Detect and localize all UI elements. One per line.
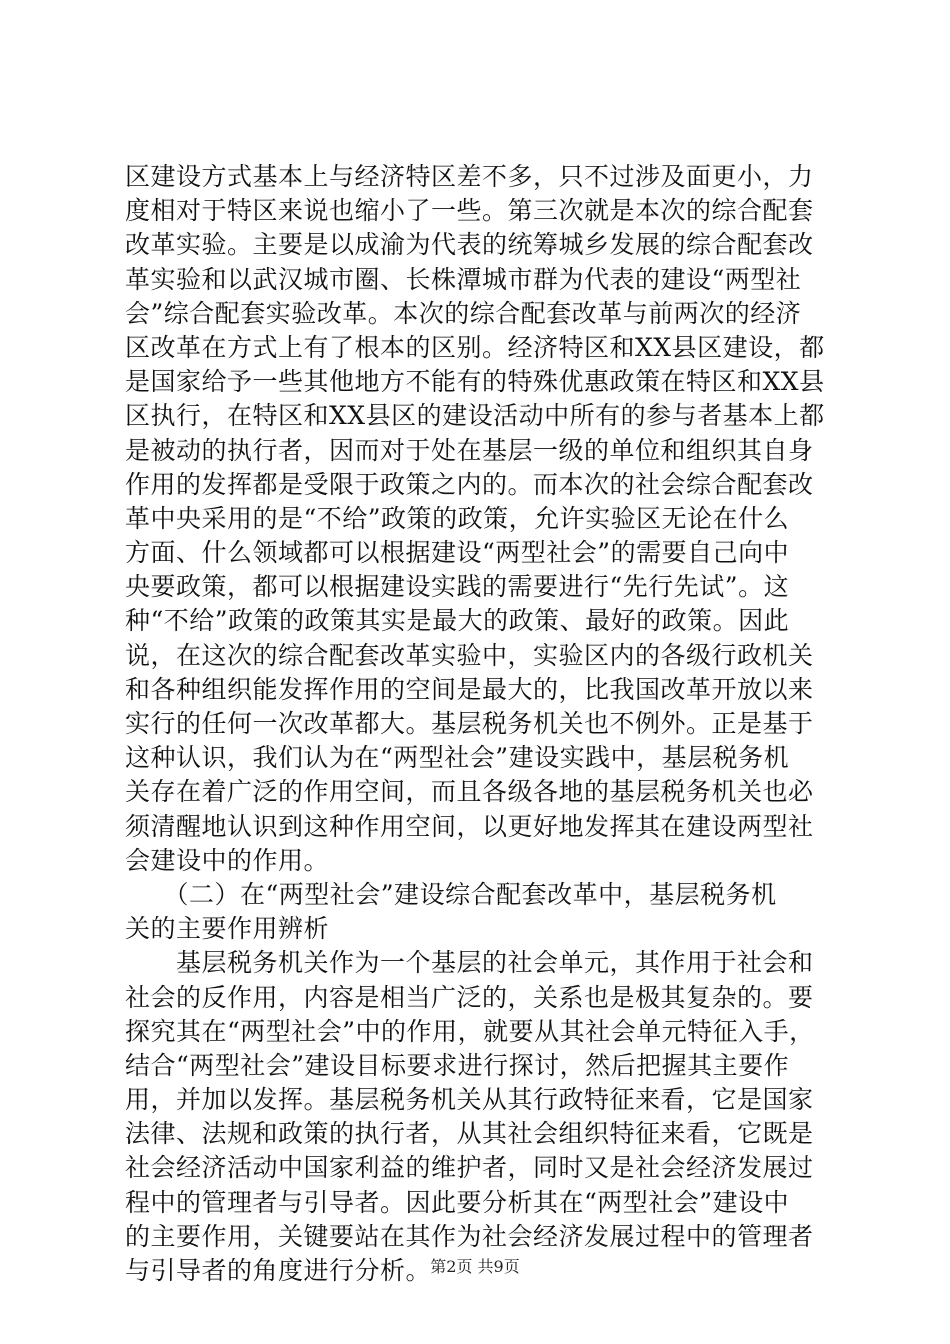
section-heading-line: 关的主要作用辨析 — [125, 914, 330, 944]
text-line: 与引导者的角度进行分析。 — [125, 1256, 432, 1285]
text-line: 用，并加以发挥。基层税务机关从其行政特征来看，它是国家 — [125, 1085, 814, 1115]
text-line: 基层税务机关作为一个基层的社会单元，其作用于社会和 — [125, 948, 814, 978]
page-number-footer: 第2页 共9页 — [430, 1257, 520, 1276]
text-line: 革中央采用的是“不给”政策的政策，允许实验区无论在什么 — [125, 503, 790, 533]
text-line: 法律、法规和政策的执行者，从其社会组织特征来看，它既是 — [125, 1119, 814, 1149]
text-line: 央要政策，都可以根据建设实践的需要进行“先行先试”。这 — [125, 572, 790, 602]
text-line: 探究其在“两型社会”中的作用，就要从其社会单元特征入手， — [125, 1016, 815, 1046]
text-line: 度相对于特区来说也缩小了一些。第三次就是本次的综合配套 — [125, 196, 814, 226]
body-text — [125, 160, 845, 1288]
text-line: 程中的管理者与引导者。因此要分析其在“两型社会”建设中 — [125, 1187, 790, 1217]
text-line: 关存在着广泛的作用空间，而且各级各地的基层税务机关也必 — [125, 777, 814, 807]
text-line: 是国家给予一些其他地方不能有的特殊优惠政策在特区和XX县 — [125, 367, 825, 397]
text-line: 和各种组织能发挥作用的空间是最大的，比我国改革开放以来 — [125, 674, 814, 704]
section-heading-line: （二）在“两型社会”建设综合配套改革中，基层税务机 — [125, 879, 777, 909]
text-line: 方面、什么领域都可以根据建设“两型社会”的需要自己向中 — [125, 538, 790, 568]
text-line: 说，在这次的综合配套改革实验中，实验区内的各级行政机关 — [125, 640, 814, 670]
text-line: 改革实验。主要是以成渝为代表的统筹城乡发展的综合配套改 — [125, 230, 814, 260]
text-line: 社会经济活动中国家利益的维护者，同时又是社会经济发展过 — [125, 1153, 814, 1183]
text-line: 区执行，在特区和XX县区的建设活动中所有的参与者基本上都 — [125, 401, 825, 431]
text-line: 社会的反作用，内容是相当广泛的，关系也是极其复杂的。要 — [125, 982, 814, 1012]
text-line: 会”综合配套实验改革。本次的综合配套改革与前两次的经济 — [125, 298, 802, 328]
text-line: 会建设中的作用。 — [125, 845, 330, 875]
text-line: 实行的任何一次改革都大。基层税务机关也不例外。正是基于 — [125, 709, 814, 738]
text-line: 区建设方式基本上与经济特区差不多，只不过涉及面更小，力 — [125, 162, 814, 191]
text-line: 结合“两型社会”建设目标要求进行探讨，然后把握其主要作 — [125, 1050, 790, 1080]
text-line: 是被动的执行者，因而对于处在基层一级的单位和组织其自身 — [125, 435, 814, 465]
text-line: 这种认识，我们认为在“两型社会”建设实践中，基层税务机 — [125, 743, 790, 773]
text-line: 种“不给”政策的政策其实是最大的政策、最好的政策。因此 — [125, 606, 790, 636]
text-line: 作用的发挥都是受限于政策之内的。而本次的社会综合配套改 — [125, 469, 814, 499]
text-line: 的主要作用，关键要站在其作为社会经济发展过程中的管理者 — [125, 1221, 814, 1251]
text-line: 区改革在方式上有了根本的区别。经济特区和XX县区建设，都 — [125, 332, 825, 362]
text-line: 革实验和以武汉城市圈、长株潭城市群为代表的建设“两型社 — [125, 264, 802, 294]
text-line: 须清醒地认识到这种作用空间，以更好地发挥其在建设两型社 — [125, 811, 814, 841]
